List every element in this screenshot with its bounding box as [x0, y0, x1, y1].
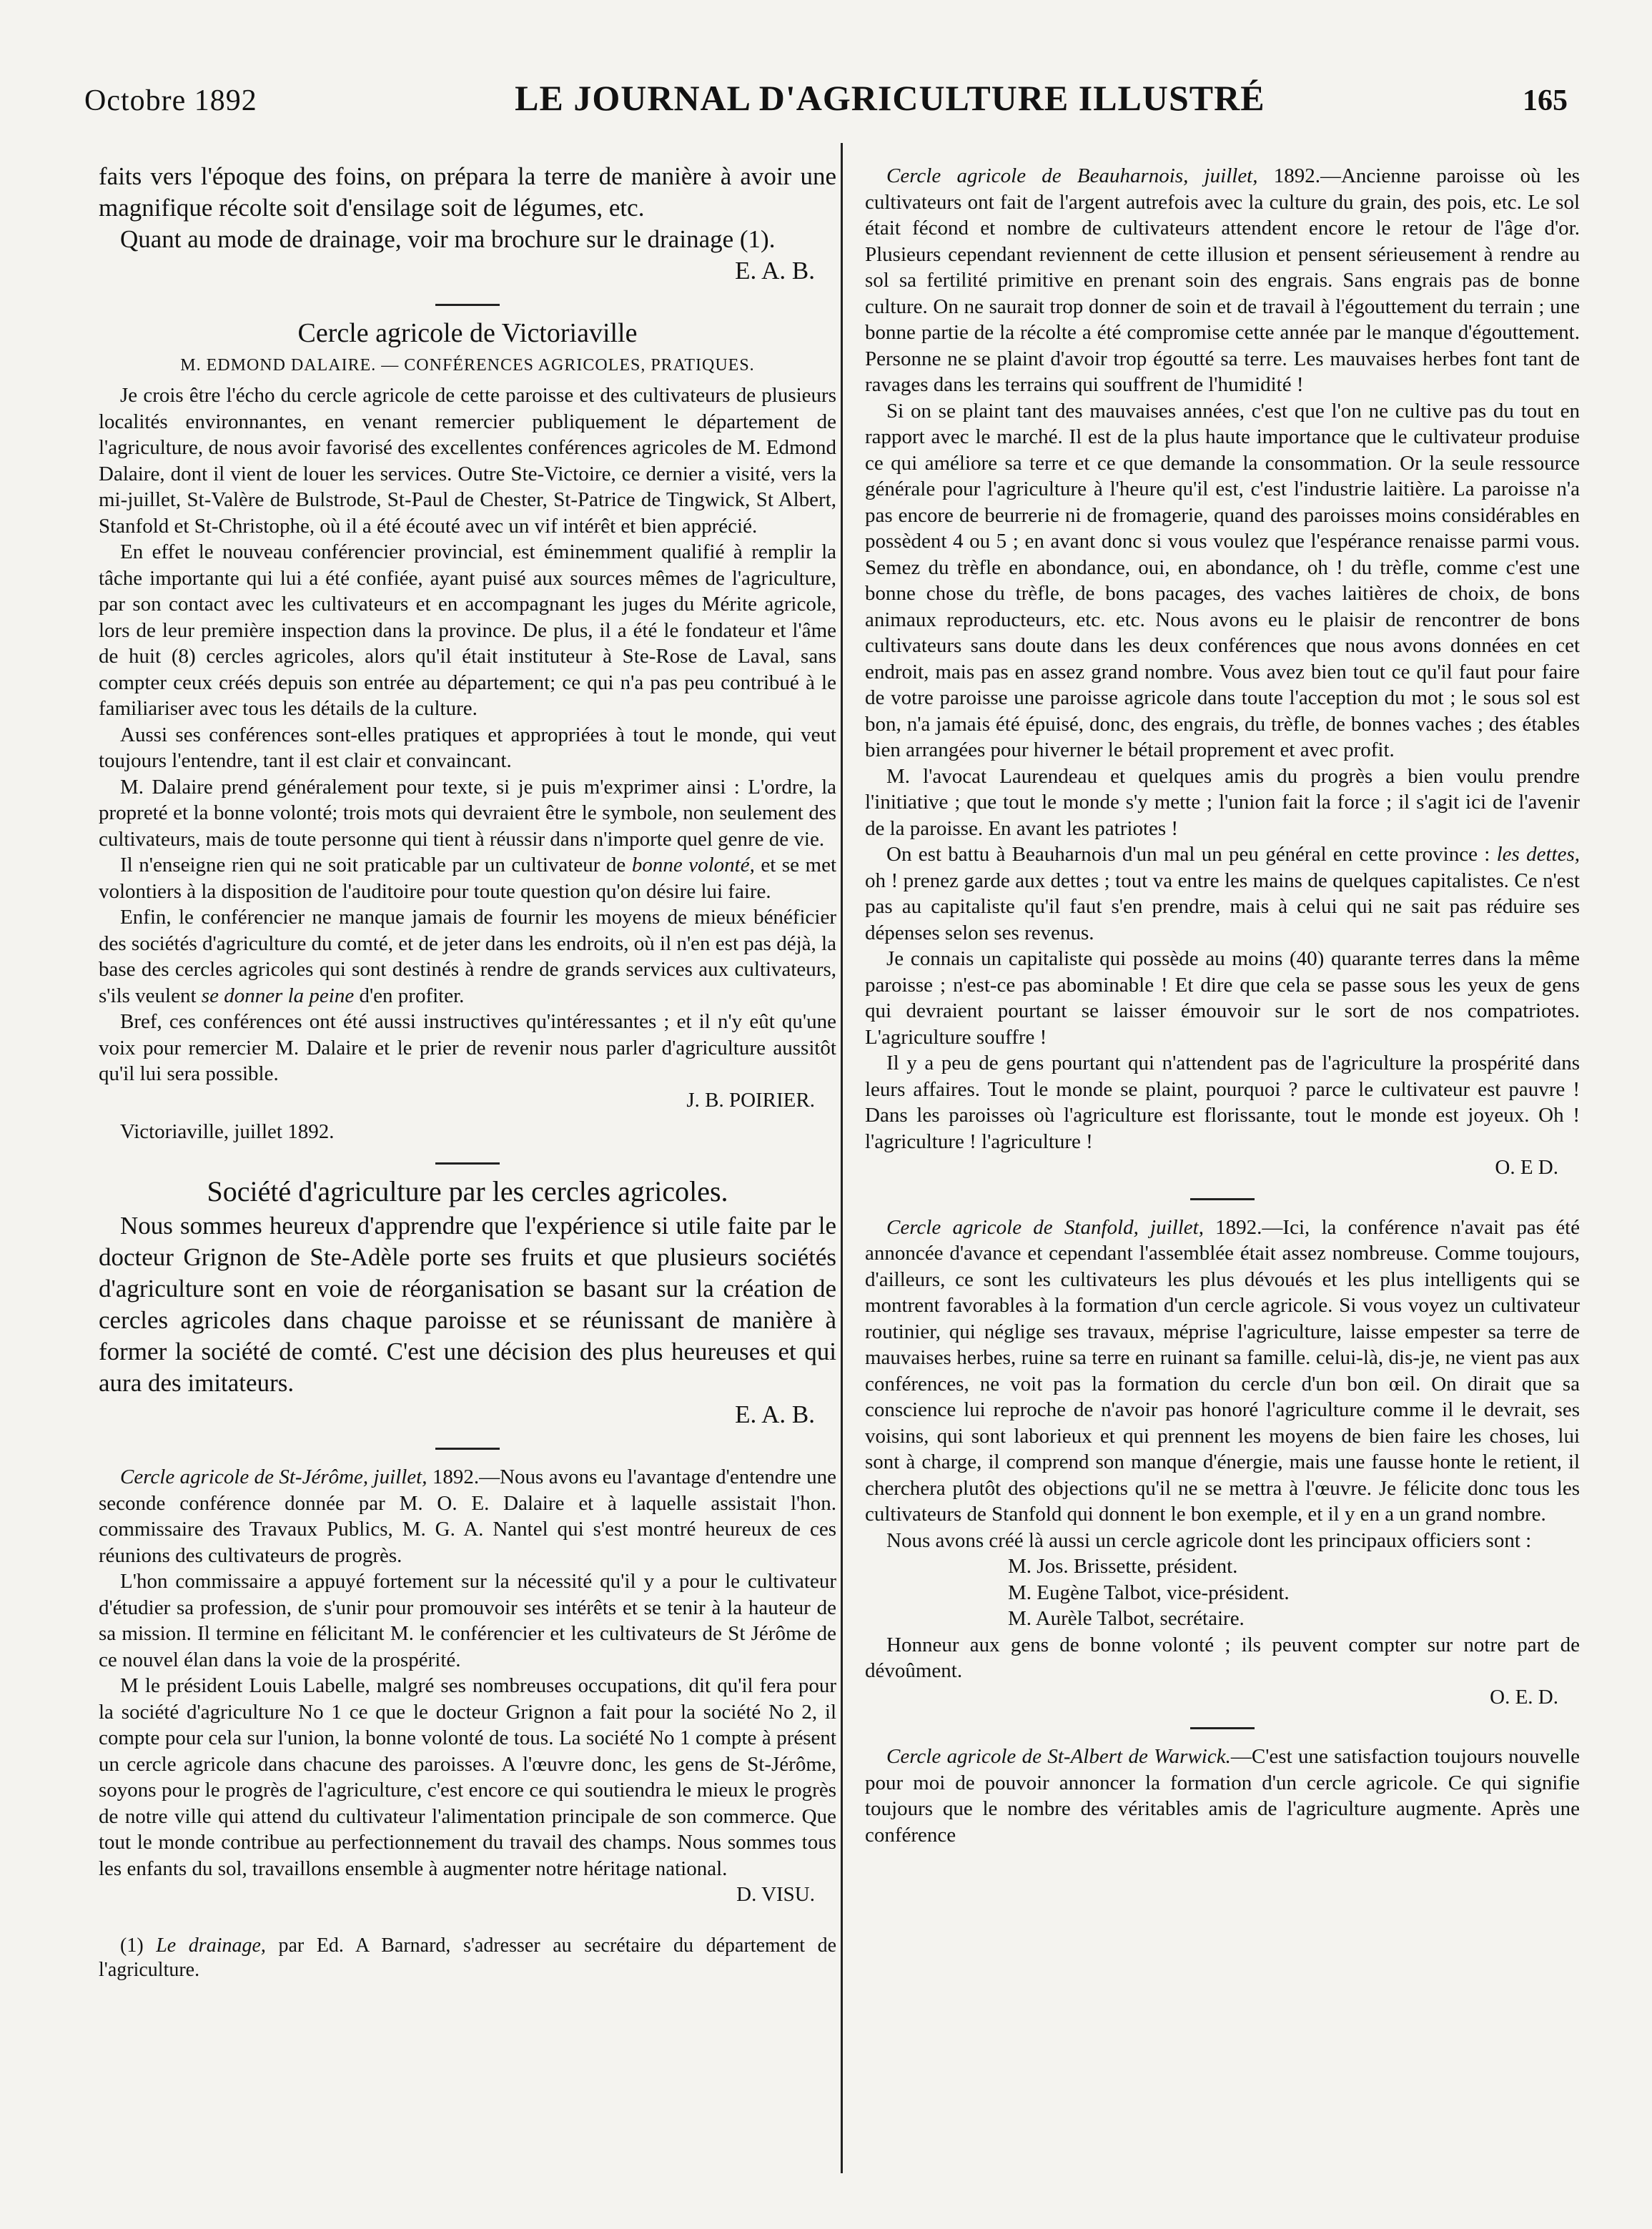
stanfold-signature: O. E. D. [1490, 1685, 1558, 1709]
issue-date: Octobre 1892 [84, 84, 257, 117]
victoriaville-paragraph: Enfin, le conférencier ne manque jamais de fournir les moyens de mieux bénéficier des sociétés d'agriculture du comté, et de jeter dans les endroits, où il n'en est pas déjà, la base des cercles agricoles qui sont destinés à rendre de grands services aux cultivateurs, s'ils veulent se donner la peine d'en profiter. [99, 906, 836, 1007]
left-column [99, 161, 836, 1982]
right-column [865, 163, 1580, 1848]
societe-title: Société d'agriculture par les cercles agricoles. [207, 1175, 728, 1207]
victoriaville-byline: M. EDMOND DALAIRE. — CONFÉRENCES AGRICOLES, PRATIQUES. [180, 355, 755, 375]
victoriaville-paragraph: M. Dalaire prend généralement pour texte, si je puis m'exprimer ainsi : L'ordre, la propreté et la bonne volonté; trois mots qui devraient être le symbole, non seulement des cultivateurs, mais de toute personne qui tient à réussir dans n'importe quel genre de vie. [99, 775, 836, 851]
st-albert-paragraph: Cercle agricole de St-Albert de Warwick.—C'est une satisfaction toujours nouvelle pour moi de pouvoir annoncer la formation d'un cercle agricole. Ce qui signifie toujours que le nombre des véritables amis de l'agriculture augmente. Après une conférence [865, 1745, 1580, 1847]
victoriaville-paragraph: Il n'enseigne rien qui ne soit praticable par un cultivateur de bonne volonté, et se met volontiers à la disposition de l'auditoire pour toute question qu'on désire lui faire. [99, 854, 836, 903]
beauharnois-paragraph: Si on se plaint tant des mauvaises années, c'est que l'on ne cultive pas du tout en rapport avec le marché. Il est de la plus haute importance que le cultivateur produise ce qui améliore sa terre et ce que demande la consommation. Or la seule ressource générale pour l'agriculture à l'heure qu'il est, c'est l'industrie laitière. La paroisse n'a pas encore de beurrerie ni de fromagerie, quand des paroisses moins considérables en possèdent 4 ou 5 ; en avant donc si vous voulez que l'espérance renaisse parmi vous. Semez du trèfle en abondance, oui, en abondance, oh ! du trèfle, comme c'est une bonne chose du trèfle, de bons pacages, des vaches laitières de choix, de bons animaux reproducteurs, etc. etc. Nous avons eu le plaisir de rencontrer de bons cultivateurs sans doute dans les deux conférences que nous avons données en cet endroit, mais pas en assez grand nombre. Vous avez bien tout ce qu'il faut pour faire de votre paroisse une paroisse agricole dans toute l'acception du mot ; le sous sol est bon, n'a jamais été épuisé, donc, des engrais, du trèfle, de bonnes vaches ; des étables bien arrangées pour hiverner le bétail proprement et avec profit. [865, 399, 1580, 761]
beauharnois-heading: Cercle agricole de Beauharnois, juillet, [886, 164, 1258, 187]
victoriaville-paragraph: Bref, ces conférences ont été aussi instructives qu'intéressantes ; et il n'y eût qu'une voix pour remercier M. Dalaire et le prier de revenir nous parler d'agriculture aussitôt qu'il lui sera possible. [99, 1010, 836, 1085]
stanfold-heading: Cercle agricole de Stanfold, juillet, [886, 1215, 1204, 1239]
intro-paragraph: faits vers l'époque des foins, on prépara la terre de manière à avoir une magnifique récolte soit d'ensilage soit de légumes, etc. [99, 162, 836, 222]
societe-paragraph: Nous sommes heureux d'apprendre que l'expérience si utile faite par le docteur Grignon de Ste-Adèle porte ses fruits et que plusieurs sociétés d'agriculture sont en voie de réorganisation se basant sur la création de cercles agricoles dans chaque paroisse et se réunissant de manière à former la société de comté. C'est une décision des plus heureuses et qui aura des imitateurs. [99, 1212, 836, 1397]
beauharnois-signature: O. E D. [1495, 1156, 1558, 1179]
victoriaville-title: Cercle agricole de Victoriaville [297, 318, 638, 348]
beauharnois-paragraph: Il y a peu de gens pourtant qui n'attendent pas de l'agriculture la prospérité dans leurs affaires. Tout le monde se plaint, pourquoi ? parce le cultivateur est pauvre ! Dans les paroisses où l'agriculture est florissante, tout le monde est joyeux. Oh ! l'agriculture ! l'agriculture ! [865, 1052, 1580, 1153]
column-divider [841, 143, 843, 2173]
journal-title: LE JOURNAL D'AGRICULTURE ILLUSTRÉ [515, 78, 1265, 118]
officer-line: M. Aurèle Talbot, secrétaire. [1008, 1607, 1245, 1630]
drainage-paragraph: Quant au mode de drainage, voir ma brochure sur le drainage (1). [120, 225, 776, 253]
section-rule [435, 304, 500, 306]
victoriaville-paragraph: En effet le nouveau conférencier provincial, est éminemment qualifié à remplir la tâche importante qui lui a été confiée, ayant puisé aux sources mêmes de l'agriculture, par son contact avec les cultivateurs et en accompagnant les juges du Mérite agricole, lors de leur première inspection dans la province. De plus, il a été le fondateur et l'âme de huit (8) cercles agricoles, alors qu'il était instituteur à Ste-Rose de Laval, sans compter ceux créés depuis son entrée au département; ce qui n'a pas peu contribué à le familiariser avec tous les détails de la culture. [99, 540, 836, 720]
beauharnois-paragraph: On est battu à Beauharnois d'un mal un peu général en cette province : les dettes, oh ! prenez garde aux dettes ; tout va entre les mains de quelques capitalistes. Ce n'est pas au capitaliste qu'il faut s'en prendre, mais à celui qui ne sait pas réduire ses dépenses selon ses revenus. [865, 843, 1581, 944]
st-jerome-paragraph: M le président Louis Labelle, malgré ses nombreuses occupations, dit qu'il fera pour la société d'agriculture No 1 ce que le docteur Grignon a fait pour la société No 2, il compte pour cela sur l'union, la bonne volonté de tous. La société No 1 compte à présent un cercle agricole dans chacune des paroisses. A l'œuvre donc, les gens de St-Jérôme, soyons pour le progrès de l'agriculture, c'est encore ce qui soutiendra le mieux le progrès de notre ville qui attend du cultivateur l'alimentation principale de son commerce. Que tout le monde contribue au perfectionnement du travail des champs. Nous sommes tous les enfants du sol, travaillons ensemble à augmenter notre héritage national. [99, 1674, 836, 1880]
st-albert-heading: Cercle agricole de St-Albert de Warwick. [886, 1745, 1231, 1768]
intro-signature: E. A. B. [735, 257, 815, 285]
officer-line: M. Eugène Talbot, vice-président. [1008, 1581, 1290, 1604]
section-rule [435, 1162, 500, 1165]
victoriaville-dateline: Victoriaville, juillet 1892. [120, 1120, 335, 1143]
st-jerome-heading: Cercle agricole de St-Jérôme, juillet, [120, 1466, 427, 1488]
victoriaville-paragraph: Je crois être l'écho du cercle agricole de cette paroisse et des cultivateurs de plusieurs localités environnantes, en venant remercier publiquement le département de l'agriculture, de nous avoir favorisé des excellentes conférences agricoles de M. Edmond Dalaire, dont il vient de louer les services. Outre Ste-Victoire, ce dernier a visité, vers la mi-juillet, St-Valère de Bulstrode, St-Paul de Chester, St-Patrice de Tingwick, St Albert, Stanfold et St-Christophe, où il a été écouté avec un vif intérêt et bien apprécié. [99, 384, 836, 538]
st-jerome-paragraph: Cercle agricole de St-Jérôme, juillet, 1892.—Nous avons eu l'avantage d'entendre une seconde conférence donnée par M. O. E. Dalaire et à laquelle assistait l'hon. commissaire des Travaux Publics, M. G. A. Nantel qui s'est montré heureux de ces réunions des cultivateurs de progrès. [99, 1466, 836, 1567]
st-jerome-signature: D. VISU. [736, 1883, 815, 1906]
societe-signature: E. A. B. [735, 1400, 815, 1428]
section-rule [435, 1448, 500, 1450]
running-head [84, 77, 1568, 120]
stanfold-paragraph: Cercle agricole de Stanfold, juillet, 1892.—Ici, la conférence n'avait pas été annoncée d'avance et cependant l'assemblée était assez nombreuse. Comme toujours, d'ailleurs, ce sont les cultivateurs les plus dévoués et les plus intelligents qui se montrent favorables à la formation d'un cercle agricole. Si vous voyez un cultivateur routinier, qui néglige ses travaux, méprise l'agriculture, laisse empester sa terre de mauvaises herbes, ruine sa terre en ruinant sa famille. celui-là, dis-je, ne vient pas aux conférences, ne voit pas la formation du cercle d'un bon œil. On dirait que sa conscience lui reproche de n'avoir pas honoré l'agriculture comme il le devrait, ses voisins, qui sont laborieux et qui prennent les moyens de bien faire les choses, lui sont à charge, il comprend son manque d'énergie, mais une fausse honte le retient, il cherchera plutôt des objections qu'il ne se mettra à l'œuvre. Je félicite donc tous les cultivateurs de Stanfold qui donnent le bon exemple, et il y en a un grand nombre. [865, 1215, 1580, 1526]
beauharnois-paragraph: M. l'avocat Laurendeau et quelques amis du progrès a bien voulu prendre l'initiative ; que tout le monde s'y mette ; l'union fait la force ; il s'agit ici de l'avenir de la paroisse. En avant les patriotes ! [865, 764, 1580, 840]
section-rule [1190, 1198, 1255, 1200]
section-rule [1190, 1727, 1255, 1729]
footnote: (1) Le drainage, par Ed. A Barnard, s'adresser au secrétaire du département de l'agriculture. [99, 1934, 836, 1981]
victoriaville-paragraph: Aussi ses conférences sont-elles pratiques et appropriées à tout le monde, qui veut toujours l'entendre, tant il est clair et convaincant. [99, 723, 836, 772]
victoriaville-signature: J. B. POIRIER. [686, 1088, 815, 1112]
stanfold-paragraph: Honneur aux gens de bonne volonté ; ils peuvent compter sur notre part de dévoûment. [865, 1633, 1580, 1682]
page-number: 165 [1523, 84, 1568, 117]
beauharnois-paragraph: Cercle agricole de Beauharnois, juillet, 1892.—Ancienne paroisse où les cultivateurs ont fait de l'argent autrefois avec la culture du grain, des pois, etc. Le sol était fécond et nombre de cultivateurs attendent encore le retour de l'âge d'or. Plusieurs cependant reviennent de cette illusion et pensent sérieusement à rendre au sol sa fertilité primitive en prenant soin des engrais. Sans engrais pas de bonne culture. On ne saurait trop donner de soin et de travail à l'égouttement du terrain ; une bonne partie de la récolte a été compromise cette année par le manque d'égouttement. Personne ne se plaint d'avoir trop égoutté sa terre. Les mauvaises herbes font tant de ravages dans les terrains qui souffrent de l'humidité ! [865, 164, 1580, 396]
stanfold-paragraph: Nous avons créé là aussi un cercle agricole dont les principaux officiers sont : [886, 1528, 1532, 1552]
officer-line: M. Jos. Brissette, président. [1008, 1555, 1238, 1578]
beauharnois-paragraph: Je connais un capitaliste qui possède au moins (40) quarante terres dans la même paroisse ; n'est-ce pas abominable ! Et dire que cela se passe sous les yeux de gens qui devraient pourtant se laisser émouvoir sur le sort de nos compatriotes. L'agriculture souffre ! [865, 947, 1580, 1049]
st-jerome-paragraph: L'hon commissaire a appuyé fortement sur la nécessité qu'il y a pour le cultivateur d'étudier sa profession, de s'unir pour promouvoir ses intérêts et se tenir à la hauteur de sa mission. Il termine en félicitant M. le conférencier et les cultivateurs de St Jérôme de ce nouvel élan dans la voie de la prospérité. [99, 1570, 836, 1671]
